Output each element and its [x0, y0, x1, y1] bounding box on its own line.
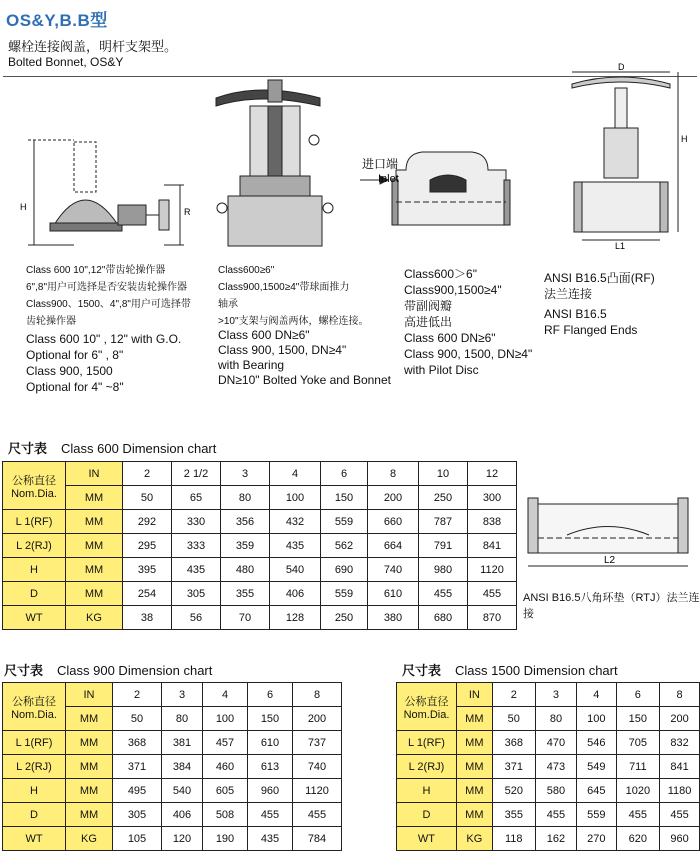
value-cell: 368	[492, 731, 535, 755]
subtitle-cn: 螺栓连接阀盖，明杆支架型。	[8, 39, 178, 54]
value-cell: 1120	[293, 779, 342, 803]
gear-note-cn-line: 6",8"用户可选择是否安装齿轮操作器	[26, 282, 188, 293]
value-cell: 470	[535, 731, 576, 755]
value-cell: 250	[419, 486, 468, 510]
table-row	[3, 462, 517, 486]
table-row	[3, 486, 517, 510]
gear-h-label: H	[20, 202, 27, 212]
value-cell: 305	[113, 803, 162, 827]
class900-heading	[4, 660, 212, 679]
pilot-note-line: Class900,1500≥4"	[404, 283, 502, 297]
value-cell: 711	[616, 755, 660, 779]
pilot-disc-drawing	[360, 140, 530, 240]
value-cell: 832	[660, 731, 700, 755]
value-cell: 6	[321, 462, 368, 486]
pilot-note	[404, 266, 532, 378]
pilot-note-line: Class600＞6"	[404, 267, 477, 281]
value-cell: 56	[172, 606, 221, 630]
value-cell: 737	[293, 731, 342, 755]
unit-cell: MM	[456, 803, 492, 827]
value-cell: 787	[419, 510, 468, 534]
front-h-label: H	[681, 134, 688, 144]
value-cell: 610	[248, 731, 293, 755]
value-cell: 128	[270, 606, 321, 630]
gear-note-cn-line: 齿轮操作器	[26, 316, 76, 327]
value-cell: 6	[248, 683, 293, 707]
value-cell: 870	[468, 606, 517, 630]
bearing-note-en-line: with Bearing	[218, 358, 285, 372]
value-cell: 435	[248, 827, 293, 851]
class600-table	[2, 461, 517, 630]
unit-cell: IN	[456, 683, 492, 707]
value-cell: 190	[203, 827, 248, 851]
subtitle-en: Bolted Bonnet, OS&Y	[8, 55, 124, 69]
value-cell: 495	[113, 779, 162, 803]
value-cell: 1020	[616, 779, 660, 803]
table-row	[397, 731, 700, 755]
bearing-note-en-line: Class 900, 1500, DN≥4"	[218, 343, 347, 357]
gear-note-en-line: Class 600 10" , 12" with G.O.	[26, 332, 182, 346]
table-row	[3, 731, 342, 755]
front-l1-label: L1	[615, 241, 626, 251]
gear-note-en	[26, 331, 181, 395]
value-cell: 100	[203, 707, 248, 731]
row-label: D	[3, 582, 66, 606]
value-cell: 680	[419, 606, 468, 630]
row-label: H	[3, 558, 66, 582]
value-cell: 355	[492, 803, 535, 827]
value-cell: 8	[293, 683, 342, 707]
value-cell: 455	[660, 803, 700, 827]
value-cell: 546	[577, 731, 616, 755]
value-cell: 960	[660, 827, 700, 851]
table-row	[3, 803, 342, 827]
value-cell: 613	[248, 755, 293, 779]
value-cell: 6	[616, 683, 660, 707]
value-cell: 300	[468, 486, 517, 510]
unit-cell: KG	[456, 827, 492, 851]
value-cell: 8	[660, 683, 700, 707]
value-cell: 455	[535, 803, 576, 827]
value-cell: 455	[293, 803, 342, 827]
unit-cell: MM	[456, 731, 492, 755]
inlet-cn-label: 进口端	[362, 157, 399, 171]
unit-cell: IN	[66, 683, 113, 707]
value-cell: 2	[113, 683, 162, 707]
value-cell: 100	[577, 707, 616, 731]
row-label: H	[3, 779, 66, 803]
pilot-note-line: with Pilot Disc	[404, 363, 479, 377]
value-cell: 355	[221, 582, 270, 606]
value-cell: 2	[492, 683, 535, 707]
value-cell: 395	[123, 558, 172, 582]
row-label: H	[397, 779, 457, 803]
table-row	[3, 510, 517, 534]
value-cell: 791	[419, 534, 468, 558]
value-cell: 3	[162, 683, 203, 707]
value-cell: 359	[221, 534, 270, 558]
bearing-note-en-line: DN≥10" Bolted Yoke and Bonnet	[218, 373, 391, 387]
value-cell: 435	[172, 558, 221, 582]
value-cell: 435	[270, 534, 321, 558]
nominal-diameter-en: Nom.Dia.	[11, 708, 57, 721]
gear-note-en-line: Class 900, 1500	[26, 364, 113, 378]
row-label: L 1(RF)	[3, 510, 66, 534]
page-title: OS&Y,B.B型	[6, 11, 108, 30]
value-cell: 50	[123, 486, 172, 510]
table-row	[3, 534, 517, 558]
nominal-diameter-cn: 公称直径	[12, 474, 56, 487]
row-label: D	[3, 803, 66, 827]
table-row	[3, 558, 517, 582]
gear-note-cn-line: Class900、1500、4",8"用户可选择带	[26, 299, 191, 310]
nominal-diameter-cn: 公称直径	[404, 695, 449, 708]
value-cell: 432	[270, 510, 321, 534]
row-label: L 2(RJ)	[397, 755, 457, 779]
value-cell: 664	[368, 534, 419, 558]
value-cell: 150	[248, 707, 293, 731]
value-cell: 559	[577, 803, 616, 827]
rtj-l2-label: L2	[604, 555, 616, 566]
bearing-note-cn-line: Class900,1500≥4"带球面推力	[218, 282, 350, 293]
value-cell: 705	[616, 731, 660, 755]
value-cell: 455	[248, 803, 293, 827]
unit-cell: MM	[456, 707, 492, 731]
pilot-note-line: 带副阀瓣	[404, 299, 453, 313]
value-cell: 460	[203, 755, 248, 779]
value-cell: 4	[270, 462, 321, 486]
bearing-note-cn	[218, 262, 369, 330]
value-cell: 980	[419, 558, 468, 582]
value-cell: 371	[492, 755, 535, 779]
value-cell: 2	[123, 462, 172, 486]
value-cell: 10	[419, 462, 468, 486]
value-cell: 740	[293, 755, 342, 779]
value-cell: 105	[113, 827, 162, 851]
class900-table	[2, 682, 342, 851]
value-cell: 660	[368, 510, 419, 534]
gear-note-en-line: Optional for 4" ~8"	[26, 380, 124, 394]
unit-cell: MM	[66, 707, 113, 731]
unit-cell: MM	[66, 558, 123, 582]
unit-cell: MM	[456, 779, 492, 803]
bearing-note-cn-line: >10"支架与阀盖两体，螺栓连接。	[218, 316, 369, 327]
value-cell: 540	[270, 558, 321, 582]
bearing-note-cn-line: 轴承	[218, 299, 238, 310]
value-cell: 381	[162, 731, 203, 755]
table-row	[397, 779, 700, 803]
gear-operator-drawing	[14, 130, 194, 260]
class600-heading-cn: 尺寸表	[8, 441, 48, 456]
table-row	[3, 683, 342, 707]
unit-cell: IN	[66, 462, 123, 486]
value-cell: 690	[321, 558, 368, 582]
value-cell: 559	[321, 510, 368, 534]
class1500-heading-cn: 尺寸表	[402, 663, 442, 678]
gear-r-label: R	[184, 207, 191, 217]
value-cell: 292	[123, 510, 172, 534]
pilot-note-line: Class 600 DN≥6"	[404, 331, 496, 345]
value-cell: 620	[616, 827, 660, 851]
value-cell: 540	[162, 779, 203, 803]
unit-cell: KG	[66, 827, 113, 851]
value-cell: 8	[368, 462, 419, 486]
unit-cell: MM	[456, 755, 492, 779]
value-cell: 305	[172, 582, 221, 606]
value-cell: 70	[221, 606, 270, 630]
value-cell: 4	[577, 683, 616, 707]
row-label: WT	[3, 606, 66, 630]
table-row	[397, 683, 700, 707]
value-cell: 295	[123, 534, 172, 558]
table-row	[397, 755, 700, 779]
value-cell: 254	[123, 582, 172, 606]
value-cell: 150	[616, 707, 660, 731]
ansi-note-line: RF Flanged Ends	[544, 323, 638, 337]
table-row	[3, 779, 342, 803]
table-row	[3, 582, 517, 606]
value-cell: 333	[172, 534, 221, 558]
value-cell: 80	[162, 707, 203, 731]
rtj-caption: ANSI B16.5八角环垫（RTJ）法兰连接	[523, 592, 700, 620]
nominal-diameter-en: Nom.Dia.	[11, 487, 57, 500]
value-cell: 3	[221, 462, 270, 486]
value-cell: 838	[468, 510, 517, 534]
value-cell: 200	[293, 707, 342, 731]
value-cell: 50	[492, 707, 535, 731]
value-cell: 80	[221, 486, 270, 510]
value-cell: 1120	[468, 558, 517, 582]
gear-note-cn-line: Class 600 10",12"带齿轮操作器	[26, 265, 166, 276]
row-label: L 1(RF)	[397, 731, 457, 755]
value-cell: 1180	[660, 779, 700, 803]
class900-heading-en: Class 900 Dimension chart	[57, 663, 213, 678]
value-cell: 356	[221, 510, 270, 534]
front-view-drawing	[560, 62, 690, 252]
row-label: L 2(RJ)	[3, 534, 66, 558]
pilot-note-line: Class 900, 1500, DN≥4"	[404, 347, 533, 361]
ansi-note-line: ANSI B16.5凸面(RF)	[544, 271, 655, 285]
unit-cell: MM	[66, 510, 123, 534]
table-row	[3, 827, 342, 851]
nominal-diameter-en: Nom.Dia.	[403, 708, 450, 721]
row-label: WT	[397, 827, 457, 851]
value-cell: 50	[113, 707, 162, 731]
value-cell: 371	[113, 755, 162, 779]
table-row	[3, 755, 342, 779]
value-cell: 384	[162, 755, 203, 779]
value-cell: 841	[660, 755, 700, 779]
value-cell: 4	[203, 683, 248, 707]
value-cell: 455	[616, 803, 660, 827]
value-cell: 12	[468, 462, 517, 486]
class600-heading	[8, 438, 216, 457]
table-row	[397, 827, 700, 851]
value-cell: 65	[172, 486, 221, 510]
bearing-note-en-line: Class 600 DN≥6"	[218, 328, 310, 342]
value-cell: 118	[492, 827, 535, 851]
bearing-note-en	[218, 328, 391, 388]
row-label: L 1(RF)	[3, 731, 66, 755]
value-cell: 784	[293, 827, 342, 851]
class1500-heading-en: Class 1500 Dimension chart	[455, 663, 618, 678]
unit-cell: MM	[66, 486, 123, 510]
inlet-en-label: Inlet	[378, 173, 399, 185]
value-cell: 580	[535, 779, 576, 803]
class600-heading-en: Class 600 Dimension chart	[61, 441, 217, 456]
value-cell: 162	[535, 827, 576, 851]
value-cell: 841	[468, 534, 517, 558]
value-cell: 380	[368, 606, 419, 630]
value-cell: 960	[248, 779, 293, 803]
gear-note-cn	[26, 262, 191, 330]
value-cell: 250	[321, 606, 368, 630]
value-cell: 2 1/2	[172, 462, 221, 486]
bearing-note-cn-line: Class600≥6"	[218, 265, 275, 276]
row-label: WT	[3, 827, 66, 851]
value-cell: 740	[368, 558, 419, 582]
unit-cell: MM	[66, 731, 113, 755]
bearing-section-drawing	[210, 78, 340, 258]
class1500-heading	[402, 660, 618, 679]
value-cell: 473	[535, 755, 576, 779]
table-row	[3, 606, 517, 630]
value-cell: 480	[221, 558, 270, 582]
unit-cell: KG	[66, 606, 123, 630]
nominal-diameter-label	[397, 683, 457, 731]
value-cell: 120	[162, 827, 203, 851]
value-cell: 80	[535, 707, 576, 731]
ansi-note-line: ANSI B16.5	[544, 307, 607, 321]
value-cell: 368	[113, 731, 162, 755]
unit-cell: MM	[66, 755, 113, 779]
nominal-diameter-label	[3, 462, 66, 510]
value-cell: 455	[419, 582, 468, 606]
value-cell: 562	[321, 534, 368, 558]
nominal-diameter-cn: 公称直径	[12, 695, 56, 708]
class900-heading-cn: 尺寸表	[4, 663, 44, 678]
gear-note-en-line: Optional for 6" , 8"	[26, 348, 124, 362]
rtj-drawing	[522, 490, 694, 575]
ansi-note	[544, 270, 655, 338]
value-cell: 520	[492, 779, 535, 803]
value-cell: 150	[321, 486, 368, 510]
ansi-note-line: 法兰连接	[544, 287, 593, 301]
value-cell: 610	[368, 582, 419, 606]
value-cell: 330	[172, 510, 221, 534]
value-cell: 455	[468, 582, 517, 606]
front-d-label: D	[618, 62, 625, 72]
value-cell: 457	[203, 731, 248, 755]
value-cell: 549	[577, 755, 616, 779]
value-cell: 100	[270, 486, 321, 510]
row-label: L 2(RJ)	[3, 755, 66, 779]
nominal-diameter-label	[3, 683, 66, 731]
unit-cell: MM	[66, 803, 113, 827]
value-cell: 270	[577, 827, 616, 851]
unit-cell: MM	[66, 582, 123, 606]
value-cell: 645	[577, 779, 616, 803]
class1500-table	[396, 682, 700, 851]
value-cell: 508	[203, 803, 248, 827]
unit-cell: MM	[66, 779, 113, 803]
value-cell: 559	[321, 582, 368, 606]
value-cell: 3	[535, 683, 576, 707]
value-cell: 38	[123, 606, 172, 630]
value-cell: 200	[368, 486, 419, 510]
row-label: D	[397, 803, 457, 827]
value-cell: 406	[162, 803, 203, 827]
pilot-note-line: 高进低出	[404, 315, 453, 329]
table-row	[397, 803, 700, 827]
unit-cell: MM	[66, 534, 123, 558]
value-cell: 406	[270, 582, 321, 606]
value-cell: 200	[660, 707, 700, 731]
value-cell: 605	[203, 779, 248, 803]
